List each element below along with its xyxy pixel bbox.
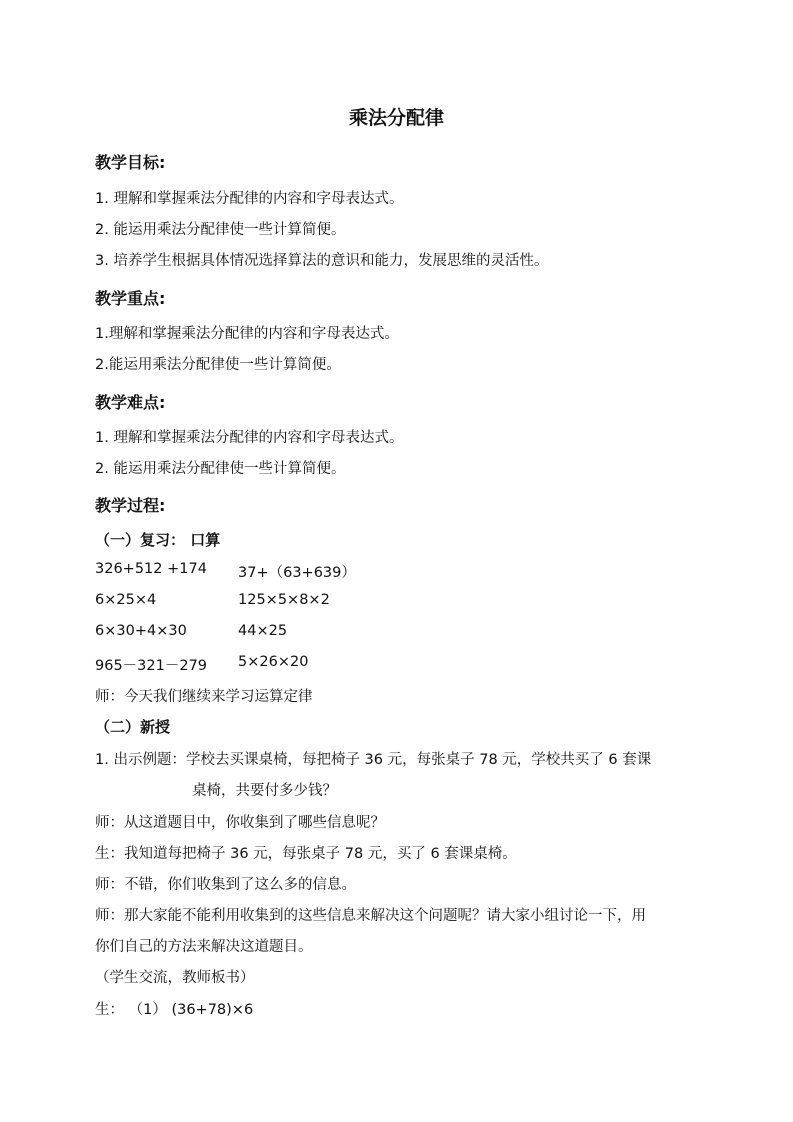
example-line-2: 桌椅，共要付多少钱？ xyxy=(192,783,337,799)
dialog-line-3: 师：不错，你们收集到了这么多的信息。 xyxy=(95,877,356,893)
dialog-line-1: 师：从这道题目中，你收集到了哪些信息呢？ xyxy=(95,815,385,831)
focus-item-2: 2.能运用乘法分配律使一些计算简便。 xyxy=(95,357,341,373)
goals-item-1: 1. 理解和掌握乘法分配律的内容和字母表达式。 xyxy=(95,191,404,207)
calc-right-1: 37+（63+639） xyxy=(238,565,356,581)
calc-left-1: 326+512 +174 xyxy=(95,561,207,577)
dialog-line-5: 你们自己的方法来解决这道题目。 xyxy=(95,939,313,955)
difficulty-item-2: 2. 能运用乘法分配律使一些计算简便。 xyxy=(95,461,346,477)
calc-right-4: 5×26×20 xyxy=(238,654,309,670)
difficulty-item-1: 1. 理解和掌握乘法分配律的内容和字母表达式。 xyxy=(95,430,404,446)
dialog-line-4: 师：那大家能不能利用收集到的这些信息来解决这个问题呢？请大家小组讨论一下，用 xyxy=(95,908,646,924)
goals-item-2: 2. 能运用乘法分配律使一些计算简便。 xyxy=(95,222,346,238)
calc-right-3: 44×25 xyxy=(238,623,288,639)
new-lesson-heading: （二）新授 xyxy=(95,718,171,736)
calc-left-4: 965－321－279 xyxy=(95,658,208,674)
dialog-line-7: 生： （1） (36+78)×6 xyxy=(95,1002,254,1018)
calc-left-3: 6×30+4×30 xyxy=(95,623,187,639)
difficulty-heading: 教学难点: xyxy=(95,393,166,412)
dialog-line-2: 生：我知道每把椅子 36 元，每张桌子 78 元，买了 6 套课桌椅。 xyxy=(95,846,517,862)
focus-heading: 教学重点: xyxy=(95,289,166,308)
dialog-line-6: （学生交流，教师板书） xyxy=(95,970,255,986)
calc-right-2: 125×5×8×2 xyxy=(238,592,330,608)
example-line-1: 1. 出示例题：学校去买课桌椅，每把椅子 36 元，每张桌子 78 元，学校共买了 6 套课 xyxy=(95,752,652,768)
page-title: 乘法分配律 xyxy=(348,107,444,129)
calc-left-2: 6×25×4 xyxy=(95,592,157,608)
teacher-line-1: 师：今天我们继续来学习运算定律 xyxy=(95,689,313,705)
process-heading: 教学过程: xyxy=(95,496,166,515)
goals-heading: 教学目标: xyxy=(95,153,166,172)
review-heading: （一）复习： 口算 xyxy=(95,531,221,549)
goals-item-3: 3. 培养学生根据具体情况选择算法的意识和能力，发展思维的灵活性。 xyxy=(95,253,549,269)
focus-item-1: 1.理解和掌握乘法分配律的内容和字母表达式。 xyxy=(95,326,399,342)
